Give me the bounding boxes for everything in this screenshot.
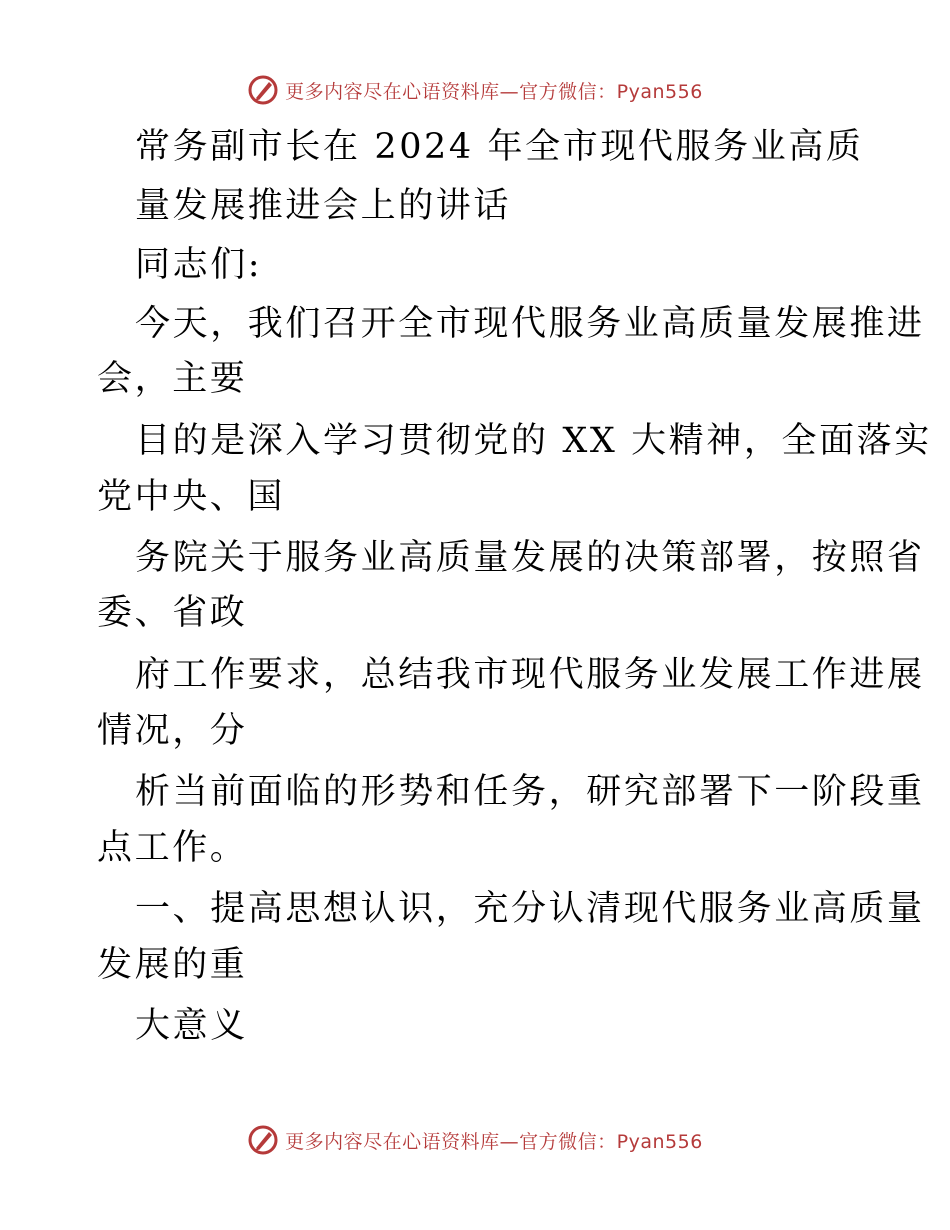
paragraph-line: 委、省政: [97, 593, 248, 633]
paragraph-line: 情况，分: [97, 711, 248, 751]
quill-seal-icon: [247, 1124, 279, 1156]
paragraph-line: 目的是深入学习贯彻党的 XX 大精神，全面落实: [135, 421, 932, 461]
title-line-1: 常务副市长在 2024 年全市现代服务业高质: [135, 127, 864, 167]
section-heading-line: 发展的重: [97, 945, 248, 985]
watermark-text: 更多内容尽在心语资料库—官方微信：Pyan556: [285, 80, 703, 103]
paragraph-line: 务院关于服务业高质量发展的决策部署，按照省: [135, 538, 925, 578]
watermark-text: 更多内容尽在心语资料库—官方微信：Pyan556: [285, 1130, 703, 1153]
salutation: 同志们:: [135, 245, 263, 285]
section-heading-line: 大意义: [135, 1006, 248, 1046]
title-line-2: 量发展推进会上的讲话: [135, 186, 512, 226]
paragraph-line: 今天，我们召开全市现代服务业高质量发展推进: [135, 304, 925, 344]
footer-watermark: [0, 1122, 950, 1158]
section-heading-line: 一、提高思想认识，充分认清现代服务业高质量: [135, 889, 925, 929]
paragraph-line: 析当前面临的形势和任务，研究部署下一阶段重: [135, 772, 925, 812]
paragraph-line: 党中央、国: [97, 477, 286, 517]
paragraph-line: 府工作要求，总结我市现代服务业发展工作进展: [135, 655, 925, 695]
paragraph-line: 点工作。: [97, 828, 248, 868]
paragraph-line: 会，主要: [97, 359, 248, 399]
